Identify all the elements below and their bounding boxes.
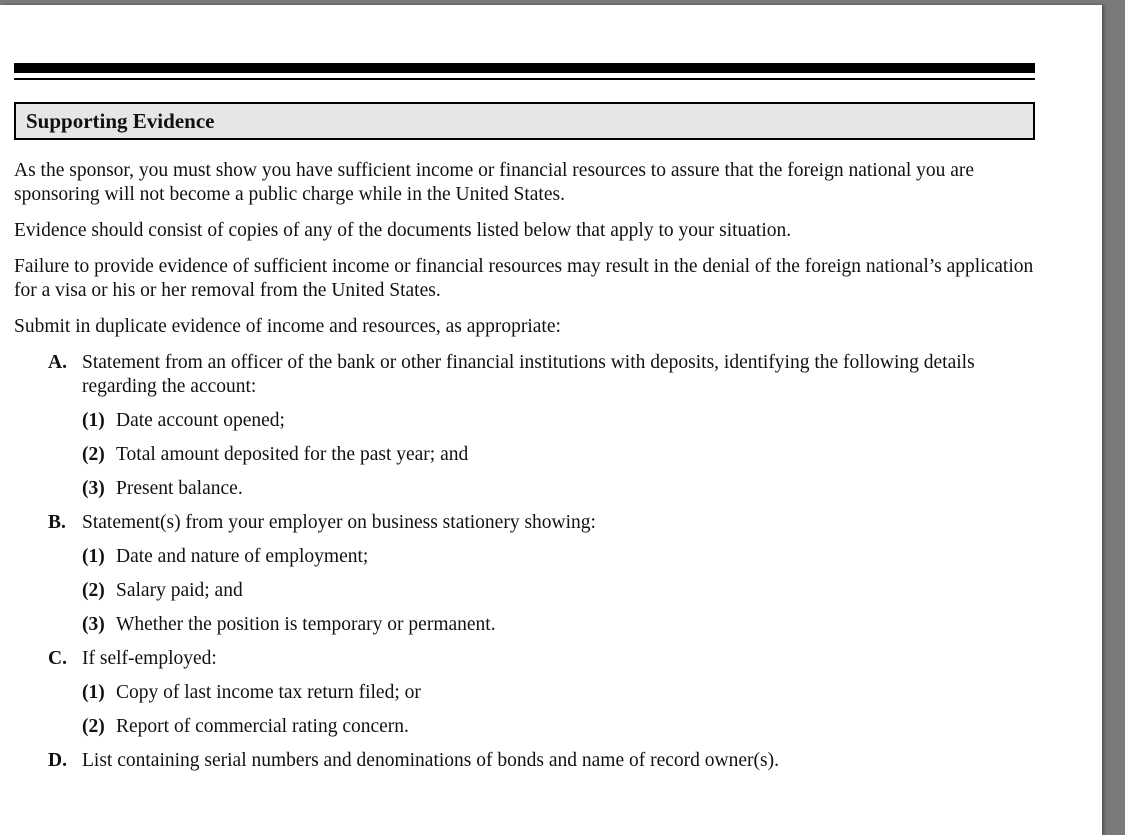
sub-item-number: (2)	[82, 580, 105, 601]
sub-item	[14, 681, 1044, 705]
list-item-text: If self-employed:	[82, 648, 217, 669]
sub-item	[14, 443, 1044, 467]
list-item-text: Statement(s) from your employer on business stationery showing:	[82, 512, 596, 533]
document-body	[14, 159, 1044, 783]
list-item-b	[14, 511, 1044, 535]
failure-paragraph: Failure to provide evidence of sufficient income or financial resources may result in the denial of the foreign national’s application for a visa or his or her removal from the United States.	[14, 256, 1034, 301]
list-item-label: B.	[48, 512, 66, 533]
sub-item-text: Present balance.	[116, 478, 243, 499]
sub-item-text: Total amount deposited for the past year; and	[116, 444, 469, 465]
sub-item-number: (2)	[82, 444, 105, 465]
list-item-text: Statement from an officer of the bank or other financial institutions with deposits, identifying the following details regarding the account:	[82, 352, 975, 397]
list-item-label: C.	[48, 648, 67, 669]
section-title: Supporting Evidence	[26, 109, 215, 133]
document-page	[0, 5, 1102, 835]
list-item-a	[14, 351, 1044, 399]
section-header	[14, 102, 1035, 140]
header-rule-thin	[14, 78, 1035, 80]
sub-item-number: (1)	[82, 682, 105, 703]
sub-item	[14, 477, 1044, 501]
intro-paragraph: As the sponsor, you must show you have sufficient income or financial resources to assure that the foreign national you are sponsoring will not become a public charge while in the United States.	[14, 160, 975, 205]
sub-item-text: Copy of last income tax return filed; or	[116, 682, 421, 703]
list-item-text: List containing serial numbers and denominations of bonds and name of record owner(s).	[82, 750, 779, 771]
sub-item	[14, 579, 1044, 603]
list-item-label: D.	[48, 750, 67, 771]
sub-item-number: (3)	[82, 614, 105, 635]
header-rule-thick	[14, 63, 1035, 73]
submit-paragraph: Submit in duplicate evidence of income and resources, as appropriate:	[14, 316, 561, 337]
sub-item	[14, 409, 1044, 433]
sub-item-number: (1)	[82, 546, 105, 567]
list-item-c	[14, 647, 1044, 671]
evidence-paragraph: Evidence should consist of copies of any of the documents listed below that apply to your situation.	[14, 220, 792, 241]
sub-item	[14, 613, 1044, 637]
sub-item-number: (3)	[82, 478, 105, 499]
sub-item	[14, 715, 1044, 739]
sub-item-text: Report of commercial rating concern.	[116, 716, 409, 737]
sub-item-text: Whether the position is temporary or permanent.	[116, 614, 496, 635]
sub-item-text: Salary paid; and	[116, 580, 243, 601]
sub-item-number: (2)	[82, 716, 105, 737]
sub-item	[14, 545, 1044, 569]
sub-item-text: Date account opened;	[116, 410, 285, 431]
list-item-d	[14, 749, 1044, 773]
sub-item-text: Date and nature of employment;	[116, 546, 369, 567]
list-item-label: A.	[48, 352, 67, 373]
sub-item-number: (1)	[82, 410, 105, 431]
